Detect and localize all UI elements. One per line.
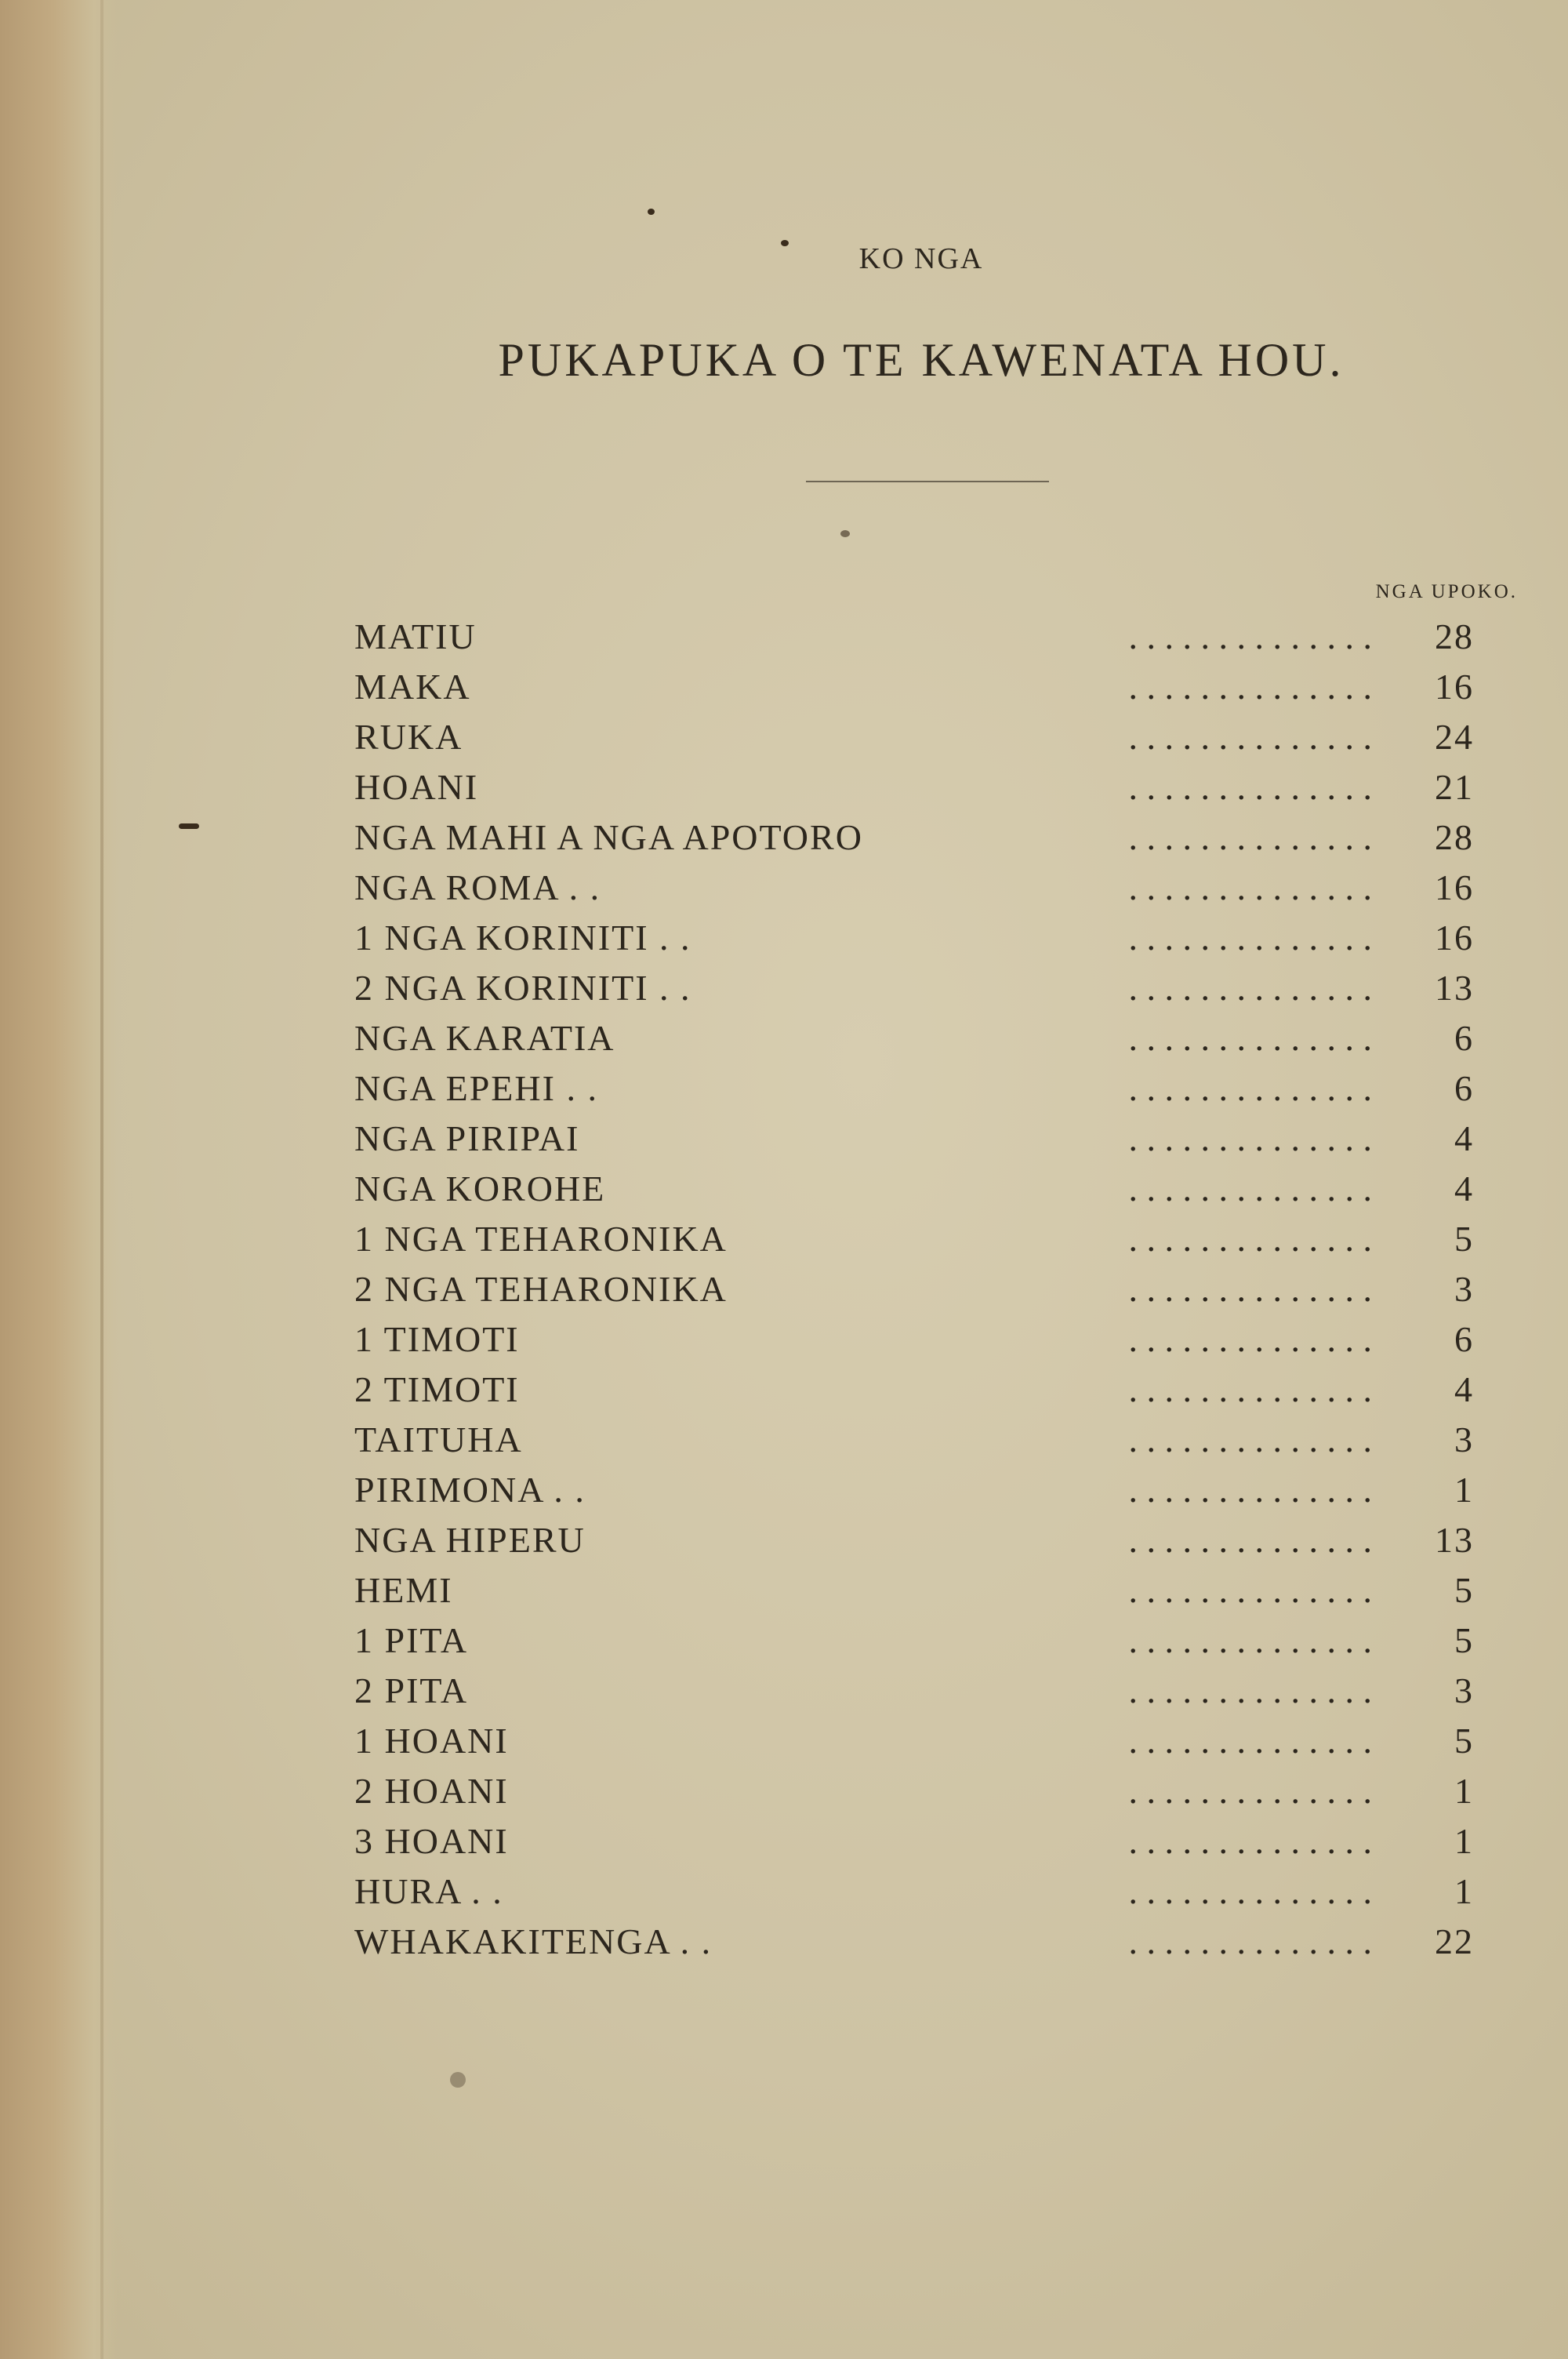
table-row bbox=[354, 712, 1474, 762]
chapter-count: 4 bbox=[1454, 1169, 1474, 1209]
dot-leader: . . . . . . . . . . . . . . bbox=[1128, 667, 1372, 707]
dot-leader: . . . . . . . . . . . . . . bbox=[1128, 1620, 1372, 1660]
table-row bbox=[354, 1365, 1474, 1415]
book-name: 1 TIMOTI bbox=[354, 1319, 520, 1359]
chapter-count: 4 bbox=[1454, 1369, 1474, 1409]
book-name: 2 NGA TEHARONIKA bbox=[354, 1269, 728, 1309]
dot-leader: . . . . . . . . . . . . . . bbox=[1128, 1470, 1372, 1510]
table-row bbox=[354, 812, 1474, 863]
book-name: NGA KARATIA bbox=[354, 1018, 615, 1058]
books-table bbox=[354, 612, 1474, 1967]
chapter-count: 16 bbox=[1435, 667, 1474, 707]
book-name: NGA KOROHE bbox=[354, 1169, 606, 1209]
table-row bbox=[354, 1164, 1474, 1214]
dot-leader: . . . . . . . . . . . . . . bbox=[1128, 968, 1372, 1008]
chapter-count: 4 bbox=[1454, 1118, 1474, 1158]
table-row bbox=[354, 662, 1474, 712]
book-name: TAITUHA bbox=[354, 1419, 523, 1459]
table-row bbox=[354, 913, 1474, 963]
dot-leader: . . . . . . . . . . . . . . bbox=[1128, 1520, 1372, 1560]
table-row bbox=[354, 1565, 1474, 1616]
dot-leader: . . . . . . . . . . . . . . bbox=[1128, 767, 1372, 807]
table-row bbox=[354, 1666, 1474, 1716]
table-row bbox=[354, 1616, 1474, 1666]
title-divider bbox=[806, 481, 1049, 482]
dot-leader: . . . . . . . . . . . . . . bbox=[1128, 1219, 1372, 1259]
page-title: PUKAPUKA O TE KAWENATA HOU. bbox=[498, 334, 1345, 386]
book-name: NGA PIRIPAI bbox=[354, 1118, 580, 1158]
chapter-count: 6 bbox=[1454, 1319, 1474, 1359]
dot-leader: . . . . . . . . . . . . . . bbox=[1128, 1269, 1372, 1309]
chapter-count: 1 bbox=[1454, 1871, 1474, 1911]
chapter-count: 28 bbox=[1435, 817, 1474, 857]
ink-speck bbox=[179, 823, 199, 829]
binding-edge bbox=[100, 0, 103, 2359]
ink-speck bbox=[840, 530, 850, 537]
book-name: HEMI bbox=[354, 1570, 453, 1610]
table-row bbox=[354, 612, 1474, 662]
table-row bbox=[354, 1465, 1474, 1515]
chapter-count: 1 bbox=[1454, 1821, 1474, 1861]
book-name: 2 TIMOTI bbox=[354, 1369, 520, 1409]
chapter-count: 13 bbox=[1435, 968, 1474, 1008]
chapter-count: 24 bbox=[1435, 717, 1474, 757]
chapter-count: 16 bbox=[1435, 867, 1474, 907]
book-name: NGA HIPERU bbox=[354, 1520, 586, 1560]
chapter-count: 3 bbox=[1454, 1670, 1474, 1710]
chapter-count: 21 bbox=[1435, 767, 1474, 807]
table-row bbox=[354, 1314, 1474, 1365]
dot-leader: . . . . . . . . . . . . . . bbox=[1128, 1570, 1372, 1610]
book-name: HURA . . bbox=[354, 1871, 503, 1911]
dot-leader: . . . . . . . . . . . . . . bbox=[1128, 1369, 1372, 1409]
chapter-count: 5 bbox=[1454, 1219, 1474, 1259]
dot-leader: . . . . . . . . . . . . . . bbox=[1128, 1118, 1372, 1158]
dot-leader: . . . . . . . . . . . . . . bbox=[1128, 867, 1372, 907]
dot-leader: . . . . . . . . . . . . . . bbox=[1128, 1169, 1372, 1209]
book-name: NGA MAHI A NGA APOTORO bbox=[354, 817, 863, 857]
dot-leader: . . . . . . . . . . . . . . bbox=[1128, 1821, 1372, 1861]
dot-leader: . . . . . . . . . . . . . . bbox=[1128, 1018, 1372, 1058]
dot-leader: . . . . . . . . . . . . . . bbox=[1128, 1771, 1372, 1811]
dot-leader: . . . . . . . . . . . . . . bbox=[1128, 1670, 1372, 1710]
table-row bbox=[354, 1917, 1474, 1967]
dot-leader: . . . . . . . . . . . . . . bbox=[1128, 817, 1372, 857]
book-name: PIRIMONA . . bbox=[354, 1470, 586, 1510]
book-name: 1 PITA bbox=[354, 1620, 469, 1660]
ink-speck bbox=[450, 2072, 466, 2088]
table-row bbox=[354, 963, 1474, 1013]
book-name: WHAKAKITENGA . . bbox=[354, 1921, 713, 1961]
table-row bbox=[354, 1766, 1474, 1816]
book-name: 1 NGA TEHARONIKA bbox=[354, 1219, 728, 1259]
table-row bbox=[354, 1114, 1474, 1164]
table-row bbox=[354, 1063, 1474, 1114]
chapter-count: 5 bbox=[1454, 1570, 1474, 1610]
ink-speck bbox=[781, 240, 789, 246]
chapters-column-header: NGA UPOKO. bbox=[1375, 581, 1518, 602]
table-row bbox=[354, 1264, 1474, 1314]
book-name: MAKA bbox=[354, 667, 471, 707]
book-name: NGA EPEHI . . bbox=[354, 1068, 598, 1108]
book-name: RUKA bbox=[354, 717, 463, 757]
table-row bbox=[354, 1866, 1474, 1917]
book-name: 3 HOANI bbox=[354, 1821, 509, 1861]
dot-leader: . . . . . . . . . . . . . . bbox=[1128, 616, 1372, 656]
table-row bbox=[354, 1515, 1474, 1565]
ink-speck bbox=[648, 209, 655, 215]
table-row bbox=[354, 1415, 1474, 1465]
chapter-count: 1 bbox=[1454, 1771, 1474, 1811]
chapter-count: 16 bbox=[1435, 918, 1474, 958]
dot-leader: . . . . . . . . . . . . . . bbox=[1128, 1921, 1372, 1961]
dot-leader: . . . . . . . . . . . . . . bbox=[1128, 1419, 1372, 1459]
dot-leader: . . . . . . . . . . . . . . bbox=[1128, 1871, 1372, 1911]
chapter-count: 13 bbox=[1435, 1520, 1474, 1560]
table-row bbox=[354, 863, 1474, 913]
book-name: MATIU bbox=[354, 616, 477, 656]
dot-leader: . . . . . . . . . . . . . . bbox=[1128, 1721, 1372, 1761]
dot-leader: . . . . . . . . . . . . . . bbox=[1128, 918, 1372, 958]
book-name: 1 HOANI bbox=[354, 1721, 509, 1761]
table-row bbox=[354, 762, 1474, 812]
book-name: HOANI bbox=[354, 767, 479, 807]
book-name: 2 HOANI bbox=[354, 1771, 509, 1811]
chapter-count: 22 bbox=[1435, 1921, 1474, 1961]
chapter-count: 3 bbox=[1454, 1269, 1474, 1309]
header-kicker: KO NGA bbox=[858, 242, 984, 275]
book-name: 1 NGA KORINITI . . bbox=[354, 918, 691, 958]
chapter-count: 6 bbox=[1454, 1068, 1474, 1108]
table-row bbox=[354, 1013, 1474, 1063]
table-row bbox=[354, 1214, 1474, 1264]
chapter-count: 3 bbox=[1454, 1419, 1474, 1459]
dot-leader: . . . . . . . . . . . . . . bbox=[1128, 1068, 1372, 1108]
chapter-count: 28 bbox=[1435, 616, 1474, 656]
dot-leader: . . . . . . . . . . . . . . bbox=[1128, 717, 1372, 757]
chapter-count: 1 bbox=[1454, 1470, 1474, 1510]
chapter-count: 5 bbox=[1454, 1620, 1474, 1660]
book-name: 2 NGA KORINITI . . bbox=[354, 968, 691, 1008]
chapter-count: 6 bbox=[1454, 1018, 1474, 1058]
chapter-count: 5 bbox=[1454, 1721, 1474, 1761]
book-name: NGA ROMA . . bbox=[354, 867, 601, 907]
table-row bbox=[354, 1816, 1474, 1866]
dot-leader: . . . . . . . . . . . . . . bbox=[1128, 1319, 1372, 1359]
book-name: 2 PITA bbox=[354, 1670, 469, 1710]
table-row bbox=[354, 1716, 1474, 1766]
